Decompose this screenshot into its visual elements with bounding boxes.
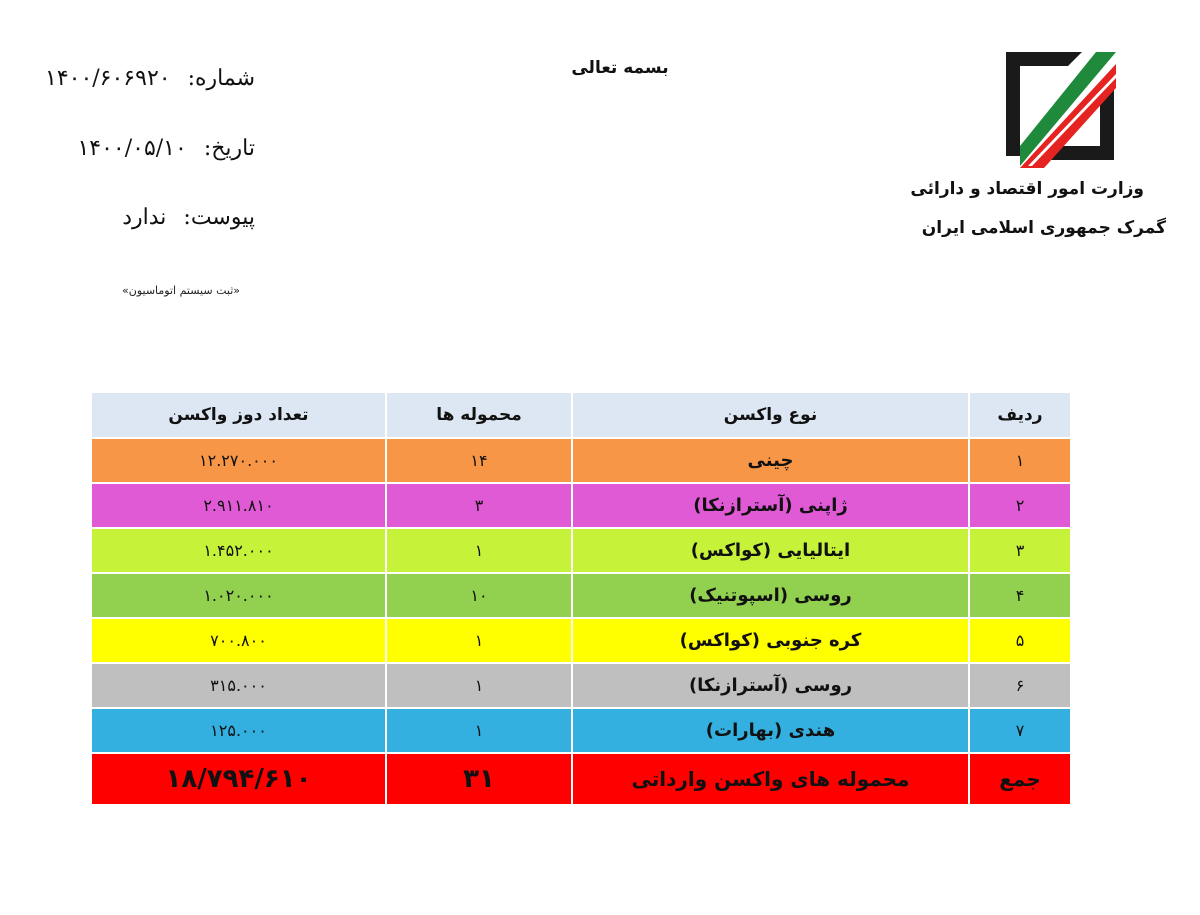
letter-number-label: شماره:: [187, 66, 255, 91]
vaccine-type: روسی (اسپوتنیک): [572, 573, 969, 618]
dose-count: ۲.۹۱۱.۸۱۰: [91, 483, 386, 528]
total-shipments: ۳۱: [386, 753, 572, 805]
bismillah-heading: بسمه تعالی: [571, 58, 669, 78]
shipment-count: ۱۴: [386, 438, 572, 483]
letter-date-value: ۱۴۰۰/۰۵/۱۰: [77, 136, 187, 161]
header-row-number: ردیف: [969, 392, 1071, 438]
vaccine-type: کره جنوبی (کواکس): [572, 618, 969, 663]
vaccine-type: روسی (آسترازنکا): [572, 663, 969, 708]
row-number: ۶: [969, 663, 1071, 708]
letter-attachment-value: ندارد: [122, 205, 167, 230]
table-row: [91, 618, 1071, 663]
vaccine-type: چینی: [572, 438, 969, 483]
dose-count: ۱۲.۲۷۰.۰۰۰: [91, 438, 386, 483]
row-number: ۴: [969, 573, 1071, 618]
row-number: ۳: [969, 528, 1071, 573]
vaccine-import-table: [90, 391, 1072, 806]
total-description: محموله های واکسن وارداتی: [572, 753, 969, 805]
total-doses: ۱۸/۷۹۴/۶۱۰: [91, 753, 386, 805]
row-number: ۷: [969, 708, 1071, 753]
letter-number: [45, 66, 255, 91]
header-vaccine-type: نوع واکسن: [572, 392, 969, 438]
shipment-count: ۱: [386, 708, 572, 753]
vaccine-type: ژاپنی (آسترازنکا): [572, 483, 969, 528]
shipment-count: ۱: [386, 618, 572, 663]
total-label: جمع: [969, 753, 1071, 805]
row-number: ۵: [969, 618, 1071, 663]
letter-attachment-label: پیوست:: [183, 205, 255, 230]
table-row: [91, 438, 1071, 483]
customs-logo-icon: [998, 44, 1122, 168]
table-header-row: [91, 392, 1071, 438]
customs-name: گمرک جمهوری اسلامی ایران: [921, 218, 1166, 238]
table-row: [91, 573, 1071, 618]
letter-number-value: ۱۴۰۰/۶۰۶۹۲۰: [45, 66, 171, 91]
shipment-count: ۱: [386, 528, 572, 573]
automation-note: «ثبت سیستم اتوماسیون»: [122, 284, 240, 297]
shipment-count: ۱: [386, 663, 572, 708]
dose-count: ۳۱۵.۰۰۰: [91, 663, 386, 708]
shipment-count: ۱۰: [386, 573, 572, 618]
ministry-name: وزارت امور اقتصاد و دارائی: [910, 179, 1144, 199]
letter-attachment: [122, 205, 255, 230]
total-row: [91, 753, 1071, 805]
row-number: ۱: [969, 438, 1071, 483]
header-dose-count: تعداد دوز واکسن: [91, 392, 386, 438]
table-row: [91, 483, 1071, 528]
table-row: [91, 663, 1071, 708]
letter-date-label: تاریخ:: [203, 136, 255, 161]
dose-count: ۱۲۵.۰۰۰: [91, 708, 386, 753]
dose-count: ۱.۰۲۰.۰۰۰: [91, 573, 386, 618]
row-number: ۲: [969, 483, 1071, 528]
vaccine-type: هندی (بهارات): [572, 708, 969, 753]
letter-date: [77, 136, 255, 161]
vaccine-type: ایتالیایی (کواکس): [572, 528, 969, 573]
table-row: [91, 708, 1071, 753]
header-shipments: محموله ها: [386, 392, 572, 438]
dose-count: ۷۰۰.۸۰۰: [91, 618, 386, 663]
shipment-count: ۳: [386, 483, 572, 528]
dose-count: ۱.۴۵۲.۰۰۰: [91, 528, 386, 573]
table-row: [91, 528, 1071, 573]
